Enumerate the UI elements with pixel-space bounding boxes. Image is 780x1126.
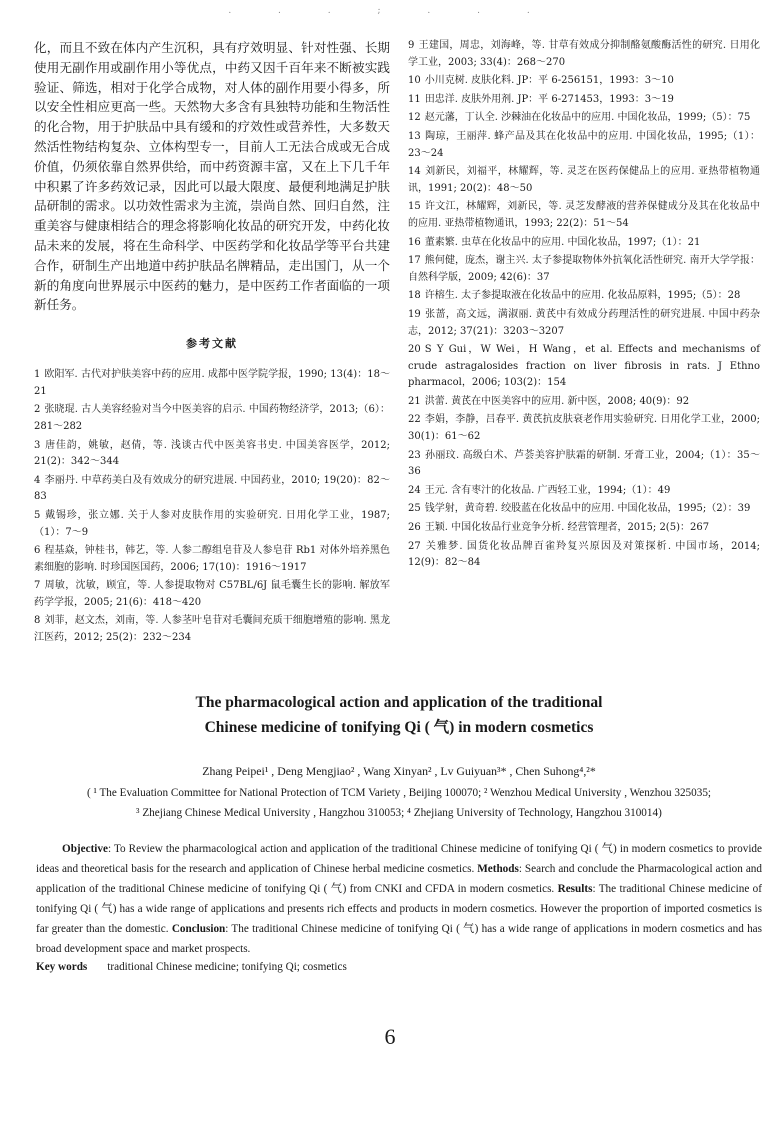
keywords-label: Key words bbox=[36, 961, 88, 973]
reference-number: 20 bbox=[408, 344, 421, 356]
methods-text: : Search and conclude the Pharmacological action and application of the traditional Chinese medicine of tonifying Qi ( 气) from CNKI and CFDA in modern cosmetics. bbox=[36, 863, 762, 895]
reference-number: 14 bbox=[408, 166, 421, 178]
reference-number: 9 bbox=[408, 40, 415, 51]
reference-text: 王建国，周忠，刘海峰，等. 甘草有效成分抑制酪氨酸酶活性的研究. 日用化学工业，2003; 33(4)：268～270 bbox=[408, 40, 760, 68]
reference-text: 许榕生. 太子参提取液在化妆品中的应用. 化妆品原料，1995;（5）：28 bbox=[424, 290, 741, 302]
affiliation-line-1: ( ¹ The Evaluation Committee for National Protection of TCM Variety , Beijing 100070; ² Wenzhou Medical University , Wenzhou 325035; bbox=[86, 787, 712, 799]
reference-item bbox=[408, 38, 760, 71]
reference-number: 25 bbox=[408, 503, 421, 515]
reference-number: 26 bbox=[408, 522, 421, 534]
reference-text: 张蔷，高文远，满淑丽. 黄芪中有效成分药理活性的研究进展. 中国中药杂志，2012; 37(21)：3203～3207 bbox=[408, 308, 760, 337]
reference-item bbox=[34, 508, 390, 541]
reference-number: 1 bbox=[34, 369, 41, 381]
reference-number: 13 bbox=[408, 130, 421, 142]
reference-item bbox=[408, 539, 760, 572]
references-list-right bbox=[408, 38, 760, 572]
results-text: : The traditional Chinese medicine of tonifying Qi ( 气) has a wide range of applications and presents rich effects and products in modern cosmetics. However the proportion of imported cosmetics is far greater than the domestic. bbox=[36, 883, 762, 935]
reference-number: 15 bbox=[408, 201, 421, 213]
reference-text: 熊何健，庞杰，谢主兴. 太子参提取物体外抗氧化活性研究. 南开大学学报：自然科学版，2009; 42(6)：37 bbox=[408, 255, 760, 283]
reference-item bbox=[408, 394, 760, 411]
reference-number: 16 bbox=[408, 236, 421, 248]
reference-item bbox=[34, 613, 390, 646]
conclusion-label: Conclusion bbox=[171, 923, 226, 935]
reference-item bbox=[408, 501, 760, 518]
keywords-text: traditional Chinese medicine; tonifying Qi; cosmetics bbox=[107, 961, 347, 973]
reference-number: 2 bbox=[34, 404, 41, 416]
reference-text: S Y Gui，W Wei，H Wang，et al. Effects and mechanisms of crude astragalosides fraction on liver fibrosis in rats. J Ethno pharmacol，2006; 103(2)：154 bbox=[408, 344, 760, 389]
reference-item bbox=[34, 578, 390, 611]
references-title: 参考文献 bbox=[186, 337, 238, 351]
header-mark: . . . ; . . . bbox=[228, 6, 552, 16]
reference-text: 戴锡珍，张立娜. 关于人参对皮肤作用的实验研究. 日用化学工业，1987;（1）：7～9 bbox=[34, 509, 390, 538]
reference-number: 7 bbox=[34, 580, 41, 592]
reference-text: 钱学射，黄奇碧. 绞股蓝在化妆品中的应用. 中国化妆品，1995;（2）：39 bbox=[424, 503, 751, 515]
reference-text: 李丽丹. 中草药美白及有效成分的研究进展. 中国药业，2010; 19(20)：82～83 bbox=[34, 474, 390, 503]
reference-text: 张晓琨. 古人美容经验对当今中医美容的启示. 中国药物经济学，2013;（6）：281～282 bbox=[34, 404, 390, 432]
right-column bbox=[408, 38, 760, 574]
reference-item bbox=[408, 520, 760, 537]
reference-item bbox=[408, 129, 760, 162]
reference-item bbox=[408, 73, 760, 90]
reference-text: 刘新民，刘福平，林耀辉，等. 灵芝在医药保健品上的应用. 亚热带植物通讯，1991; 20(2)：48～50 bbox=[408, 166, 760, 194]
reference-item bbox=[408, 110, 760, 127]
reference-item bbox=[408, 288, 760, 305]
reference-item bbox=[408, 412, 760, 445]
reference-item bbox=[34, 473, 390, 506]
reference-number: 3 bbox=[34, 439, 41, 451]
references-list-left bbox=[34, 367, 390, 647]
reference-text: 王颖. 中国化妆品行业竞争分析. 经营管理者，2015; 2(5)：267 bbox=[424, 522, 710, 534]
reference-item bbox=[408, 164, 760, 197]
english-title-line-2: Chinese medicine of tonifying Qi ( 气) in modern cosmetics bbox=[204, 719, 594, 736]
reference-text: 李娟，李静，吕春平. 黄芪抗皮肤衰老作用实验研究. 日用化学工业，2000; 30(1)：61～62 bbox=[408, 414, 760, 443]
reference-text: 王元. 含有枣汁的化妆品. 广西轻工业，1994;（1）：49 bbox=[424, 484, 671, 496]
reference-item bbox=[408, 253, 760, 286]
reference-number: 10 bbox=[408, 75, 421, 87]
reference-number: 19 bbox=[408, 308, 421, 320]
reference-number: 22 bbox=[408, 414, 421, 426]
reference-number: 18 bbox=[408, 290, 421, 302]
reference-number: 5 bbox=[34, 509, 41, 521]
abstract-paragraph bbox=[36, 839, 762, 959]
reference-text: 关雅梦. 国货化妆品牌百雀羚复兴原因及对策探析. 中国市场，2014; 12(9)：82～84 bbox=[408, 540, 760, 569]
left-column bbox=[34, 38, 390, 649]
reference-number: 11 bbox=[408, 93, 421, 105]
objective-text: : To Review the pharmacological action and application of the traditional Chinese medicine of tonifying Qi ( 气) in modern cosmetics to provide ideas and theoretical basis for the research and application of Chinese herbal medicine cosmetics. bbox=[36, 843, 762, 875]
reference-text: 周敏，沈敏，顾宜，等. 人参提取物对 C57BL/6J 鼠毛囊生长的影响. 解放军药学学报，2005; 21(6)：418～420 bbox=[34, 580, 390, 608]
reference-number: 23 bbox=[408, 449, 421, 461]
reference-text: 洪蕾. 黄芪在中医美容中的应用. 新中医，2008; 40(9)：92 bbox=[424, 395, 690, 407]
reference-text: 刘菲，赵文杰，刘南，等. 人参茎叶皂苷对毛囊间充质干细胞增殖的影响. 黑龙江医药，2012; 25(2)：232～234 bbox=[34, 615, 390, 644]
reference-item bbox=[34, 438, 390, 471]
reference-item bbox=[408, 92, 760, 109]
reference-number: 6 bbox=[34, 545, 41, 557]
reference-text: 田忠洋. 皮肤外用剂. JP：平 6-271453，1993：3～19 bbox=[424, 93, 674, 105]
reference-number: 21 bbox=[408, 395, 421, 407]
reference-text: 董素繁. 虫草在化妆品中的应用. 中国化妆品，1997;（1）：21 bbox=[424, 236, 701, 248]
reference-item bbox=[34, 543, 390, 576]
author-list: Zhang Peipei¹ , Deng Mengjiao² , Wang Xinyan² , Lv Guiyuan³* , Chen Suhong⁴,²* bbox=[202, 764, 596, 778]
reference-item bbox=[34, 367, 390, 400]
conclusion-text: : The traditional Chinese medicine of tonifying Qi ( 气) has a wide range of applications in modern cosmetics and has broad development space and market prospects. bbox=[36, 923, 762, 955]
reference-text: 欧阳军. 古代对护肤美容中药的应用. 成都中医学院学报，1990; 13(4)：18～21 bbox=[34, 369, 390, 397]
reference-number: 27 bbox=[408, 540, 421, 552]
reference-item bbox=[408, 342, 760, 392]
reference-text: 唐佳韵，姚敏，赵倩，等. 浅谈古代中医美容书史. 中国美容医学，2012; 21(2)：342～344 bbox=[34, 439, 390, 468]
english-abstract-block bbox=[36, 690, 762, 973]
reference-number: 8 bbox=[34, 615, 41, 627]
reference-text: 许文江，林耀辉，刘新民，等. 灵芝发酵液的营养保健成分及其在化妆品中的应用. 亚热带植物通讯，1993; 22(2)：51～54 bbox=[408, 201, 760, 229]
results-label: Results bbox=[557, 883, 593, 895]
reference-number: 12 bbox=[408, 112, 421, 124]
reference-text: 赵元藩，丁认全. 沙棘油在化妆品中的应用. 中国化妆品，1999;（5）：75 bbox=[424, 112, 751, 124]
reference-item bbox=[408, 307, 760, 340]
reference-item bbox=[34, 402, 390, 435]
reference-text: 陶琼，王丽萍. 蜂产品及其在化妆品中的应用. 中国化妆品，1995;（1）：23～24 bbox=[408, 130, 760, 159]
keywords-line bbox=[36, 961, 762, 973]
reference-text: 孙丽玟. 高级白术、芦荟美容护肤霜的研制. 牙膏工业，2004;（1）：35～36 bbox=[408, 449, 760, 478]
reference-number: 24 bbox=[408, 484, 421, 496]
reference-number: 4 bbox=[34, 474, 41, 486]
objective-label: Objective bbox=[62, 843, 108, 855]
reference-text: 程基焱，钟桂书，韩艺，等. 人参二醇组皂苷及人参皂苷 Rb1 对体外培养黑色素细胞的影响. 时珍国医国药，2006; 17(10)：1916～1917 bbox=[34, 545, 390, 573]
english-title-line-1: The pharmacological action and application of the traditional bbox=[195, 694, 603, 711]
reference-text: 小川克树. 皮肤化料. JP：平 6-256151，1993：3～10 bbox=[424, 75, 674, 87]
reference-item bbox=[408, 235, 760, 252]
reference-item bbox=[408, 483, 760, 500]
methods-label: Methods bbox=[477, 863, 519, 875]
page-number: 6 bbox=[384, 1024, 396, 1049]
reference-item bbox=[408, 199, 760, 232]
reference-item bbox=[408, 448, 760, 481]
reference-number: 17 bbox=[408, 255, 421, 267]
affiliation-line-2: ³ Zhejiang Chinese Medical University , Hangzhou 310053; ⁴ Zhejiang University of Technology, Hangzhou 310014) bbox=[136, 807, 662, 819]
body-paragraph: 化，而且不致在体内产生沉积，具有疗效明显、针对性强、长期使用无副作用或副作用小等优点，中药又因千百年来不断被实践验证、筛选，相对于化学合成物，对人体的副作用要小得多，所以安全性相应更高一些。天然物大多含有具独特功能和生物活性的化合物，用于护肤品中具有缓和的疗效性或营养性，大多数天然活性物结构复杂、立体构型专一，目前人工无法合成或无合成价值，仍须依靠自然界供给，而中药资源丰富，又在上下几千年中积累了许多药效记录，因此可以最大限度、最便利地满足护肤品研制的需求。以功效性需求为主流，崇尚自然、回归自然，注重美容与健康相结合的理念将影响化妆品的研究开发，中药化妆品未来的发展，将在生命科学、中医药学和化妆品学等平台共建合作，研制生产出地道中药护肤品名牌精品，走出国门，从一个新的角度向世界展示中医药的魅力，是中医药工作者面临的一项新任务。 bbox=[34, 40, 390, 313]
